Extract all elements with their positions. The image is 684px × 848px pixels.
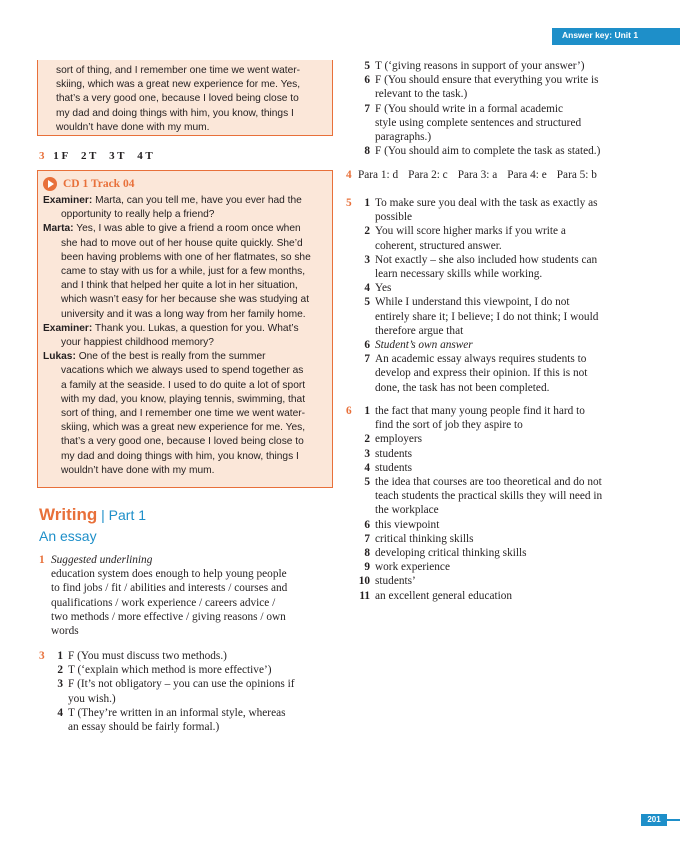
answer-line: two methods / more effective / giving reasons / own [51, 610, 286, 623]
answer-line: paragraphs.) [375, 131, 432, 144]
speech: a family at the seaside. I used to do quite a lot of sport [61, 379, 306, 391]
answer-line: you wish.) [68, 692, 116, 705]
exercise-6 [346, 404, 646, 603]
item-number: 2 [364, 225, 370, 238]
answer-line: teach students the practical skills they will need in [375, 490, 603, 503]
item-number: 5 [364, 296, 370, 309]
speaker-name: Marta: [43, 223, 74, 235]
answer-line: students [375, 447, 413, 460]
section-part: Part 1 [108, 507, 147, 523]
section-name: Writing [39, 505, 98, 524]
speech: came to stay with us for a while, just for a few months, [61, 266, 306, 278]
item-number: 5 [364, 60, 370, 72]
item-number: 5 [364, 476, 370, 489]
answer-line: coherent, structured answer. [375, 239, 502, 252]
answer-line: T (They’re written in an informal style, whereas [68, 706, 286, 719]
transcript-line: wouldn’t have done with my mum. [56, 121, 210, 133]
item-number: 3 [364, 447, 370, 460]
answer-line: employers [375, 433, 423, 446]
item-number: 7 [364, 353, 370, 366]
item-number: 3 [364, 253, 370, 266]
play-icon [43, 177, 57, 191]
exercise-1 [39, 553, 334, 638]
answer: Para 2: c [408, 169, 448, 181]
exercise-heading: Suggested underlining [51, 554, 153, 566]
exercise-5 [346, 196, 646, 395]
answer: Para 5: b [556, 169, 597, 181]
speaker-turn [43, 322, 324, 336]
answer-line: Student’s own answer [375, 339, 473, 352]
speech: university and it was a long way from her family home. [61, 308, 306, 320]
page-number: 201 [641, 814, 667, 826]
answer-line: developing critical thinking skills [375, 547, 527, 560]
answer-line: done, the task has not been completed. [375, 381, 550, 394]
answer-line: words [51, 625, 79, 638]
item-number: 1 [57, 650, 63, 662]
speech: and I think that helped her quite a lot in her situation, [61, 280, 298, 292]
speech: she had to move out of her house quite quickly. She’d [61, 237, 303, 249]
speech: which wasn’t easy for her because she was studying at [61, 294, 310, 306]
answer-line: the fact that many young people find it hard to [375, 405, 585, 417]
answer: Para 3: a [457, 169, 498, 181]
answer-line: Not exactly – she also included how students can [375, 253, 598, 266]
answer-line: work experience [375, 561, 450, 574]
item-number: 1 [364, 197, 370, 209]
answer-line: students [375, 461, 413, 474]
answer: Para 1: d [358, 169, 399, 181]
answer-line: T (‘giving reasons in support of your answer’) [375, 60, 585, 72]
speaker-turn [43, 350, 324, 364]
section-subtitle: An essay [39, 528, 97, 544]
speech: been having problems with one of her flatmates, so she [61, 251, 311, 263]
track-heading [43, 174, 324, 194]
exercise-3 [39, 649, 334, 734]
item-number: 6 [364, 339, 370, 352]
speech: opportunity to really help a friend? [61, 209, 215, 221]
speech: that’s a very good one, because I loved being close to [61, 436, 304, 448]
answer-line: While I understand this viewpoint, I do not [375, 296, 570, 309]
exercise-number: 4 [346, 169, 352, 181]
answer-line: the idea that courses are too theoretical and do not [375, 476, 602, 489]
answer-line: education system does enough to help young people [51, 568, 287, 581]
answer-line: To make sure you deal with the task as exactly as [375, 197, 598, 209]
answer-line: the workplace [375, 504, 439, 517]
track-label: CD 1 Track 04 [63, 177, 135, 190]
item-number: 7 [364, 102, 370, 115]
answer-line: F (You must discuss two methods.) [68, 650, 227, 662]
answer-line: students’ [375, 575, 416, 588]
speaker-name: Examiner: [43, 195, 93, 206]
speaker-turn [43, 222, 324, 236]
answer-line: Yes [375, 282, 392, 295]
section-separator: | [97, 507, 109, 523]
answer-key-header: Answer key: Unit 1 [552, 28, 680, 43]
answer-line: develop and express their opinion. If this is not [375, 367, 588, 380]
speaker-name: Lukas: [43, 351, 76, 363]
exercise-3-continued [346, 59, 646, 158]
item-number: 8 [364, 145, 370, 158]
answer-line: F (You should ensure that everything you write is [375, 74, 599, 87]
speech: sort of thing, and I remember one time we went water- [61, 408, 306, 420]
answer: 2 T [80, 150, 97, 162]
answer-line: T (‘explain which method is more effective’) [68, 664, 272, 677]
speech: Yes, I was able to give a friend a room once when [76, 223, 301, 235]
item-number: 1 [364, 405, 370, 417]
header-rule [552, 43, 680, 45]
speech: my dad and doing things with him, you know, things I [61, 450, 299, 462]
answer-line: style using complete sentences and structured [375, 116, 582, 129]
answer-line: F (You should aim to complete the task as stated.) [375, 145, 601, 158]
answer-line: relevant to the task.) [375, 88, 468, 101]
transcript-line: skiing, which was a great new experience for me. Yes, [56, 79, 301, 91]
exercise-number: 1 [39, 554, 45, 566]
exercise-number: 6 [346, 405, 352, 417]
item-number: 4 [57, 706, 63, 719]
transcript-line: my dad and doing things with him, you know, things I [56, 107, 294, 119]
exercise-number: 5 [346, 197, 352, 209]
transcript-continuation-box [37, 60, 333, 136]
answer-line: this viewpoint [375, 518, 440, 531]
item-number: 2 [57, 664, 63, 677]
answer-line: therefore argue that [375, 324, 464, 337]
item-number: 2 [364, 433, 370, 446]
speech: Marta, can you tell me, have you ever had the [95, 195, 302, 206]
answer-line: You will score higher marks if you write a [375, 225, 566, 238]
speaker-name: Examiner: [43, 322, 93, 334]
answer-line: An academic essay always requires students to [375, 353, 587, 366]
exercise-3-answers-left [39, 150, 163, 162]
section-title [39, 505, 146, 525]
speech: your happiest childhood memory? [61, 337, 214, 349]
answer-line: qualifications / work experience / careers advice / [51, 596, 276, 609]
answer: 3 T [109, 150, 125, 162]
exercise-number: 3 [39, 650, 45, 662]
answer-line: F (It’s not obligatory – you can use the opinions if [68, 678, 295, 691]
answer-line: an excellent general education [375, 589, 513, 602]
item-number: 6 [364, 74, 370, 87]
answer: Para 4: e [507, 169, 547, 181]
transcript-box [37, 170, 333, 488]
item-number: 8 [364, 547, 370, 560]
item-number: 3 [57, 678, 63, 691]
answer-line: to find jobs / fit / abilities and interests / courses and [51, 582, 288, 595]
speech: wouldn’t have done with my mum. [61, 464, 215, 476]
page-number-rule [667, 819, 680, 821]
item-number: 4 [364, 461, 370, 474]
exercise-number: 3 [39, 150, 45, 162]
answer-line: critical thinking skills [375, 532, 474, 545]
answer-line: learn necessary skills while working. [375, 268, 543, 281]
answer-line: entirely share it; I believe; I do not think; I would [375, 310, 599, 323]
item-number: 11 [359, 589, 370, 602]
speech: Thank you. Lukas, a question for you. What’s [94, 322, 299, 334]
item-number: 4 [364, 282, 370, 295]
transcript-line: sort of thing, and I remember one time we went water- [56, 65, 301, 76]
speaker-turn [43, 194, 324, 208]
answer-line: F (You should write in a formal academic [375, 102, 564, 115]
item-number: 9 [364, 561, 370, 574]
item-number: 7 [364, 532, 370, 545]
speech: One of the best is really from the summer [78, 351, 266, 363]
answer: 4 T [137, 150, 153, 162]
exercise-4 [346, 168, 646, 182]
speech: vacations which we always used to spend together as [61, 365, 304, 377]
answer: 1 F [53, 150, 69, 162]
transcript-line: that’s a very good one, because I loved being close to [56, 93, 299, 105]
answer-line: possible [375, 211, 413, 224]
answer-line: find the sort of job they aspire to [375, 419, 523, 432]
item-number: 10 [358, 575, 370, 588]
speech: with my dad, you know, playing tennis, swimming, that [61, 393, 306, 405]
answer-line: an essay should be fairly formal.) [68, 721, 220, 734]
item-number: 6 [364, 518, 370, 531]
speech: skiing, which was a great new experience for me. Yes, [61, 422, 306, 434]
